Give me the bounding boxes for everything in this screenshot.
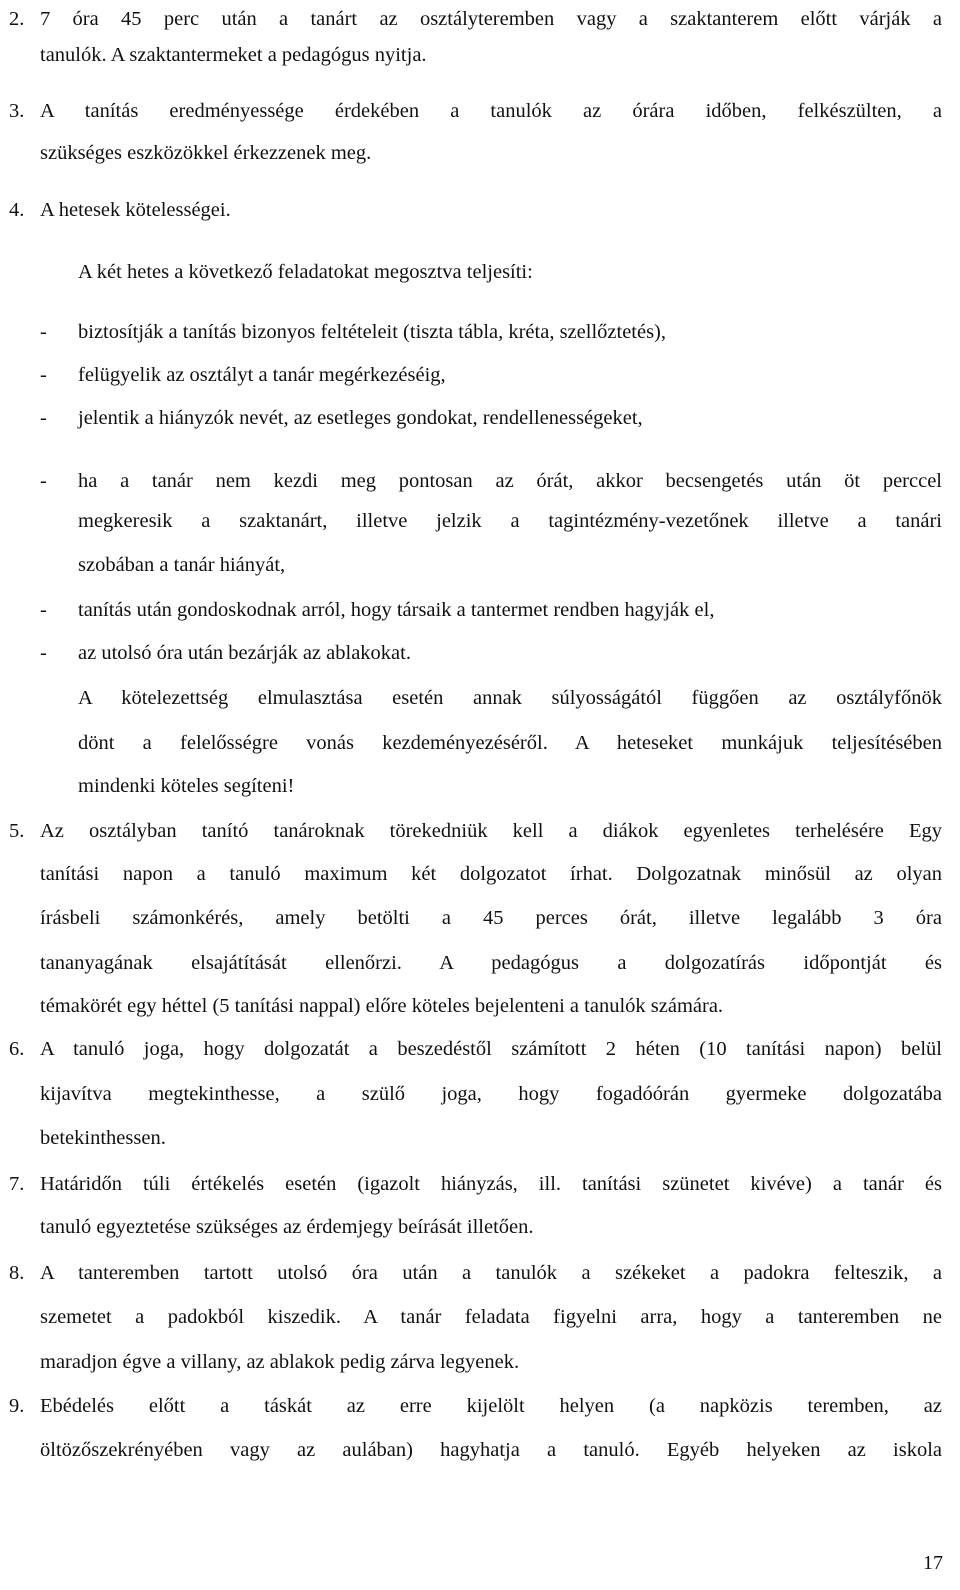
item-text-line: szükséges eszközökkel érkezzenek meg. xyxy=(40,142,372,164)
item-number: 7. xyxy=(9,1173,25,1195)
bullet-text: ha a tanár nem kezdi meg pontosan az órát, akkor becsengetés után öt perccel xyxy=(78,470,942,492)
closing-line: dönt a felelősségre vonás kezdeményezéséről. A heteseket munkájuk teljesítésében xyxy=(78,732,942,754)
page-number: 17 xyxy=(923,1552,943,1574)
item-text-line: témakörét egy héttel (5 tanítási nappal) előre köteles bejelenteni a tanulók számára. xyxy=(40,995,724,1017)
dash-marker: - xyxy=(40,642,47,664)
item-text-line: tananyagának elsajátítását ellenőrzi. A pedagógus a dolgozatírás időpontját és xyxy=(40,952,942,974)
item-text-line: öltözőszekrényében vagy az aulában) hagyhatja a tanuló. Egyéb helyeken az iskola xyxy=(40,1439,942,1461)
bullet-text: jelentik a hiányzók nevét, az esetleges gondokat, rendellenességeket, xyxy=(78,407,643,429)
closing-line: mindenki köteles segíteni! xyxy=(78,775,295,797)
item-number: 3. xyxy=(9,100,25,122)
bullet-text-continuation xyxy=(78,508,942,534)
item-text-line: A tanítás eredményessége érdekében a tanulók az órára időben, felkészülten, a xyxy=(40,100,942,122)
item-text-wrap xyxy=(40,861,942,887)
item-text-line: Az osztályban tanító tanároknak törekedniük kell a diákok egyenletes terhelésére Egy xyxy=(40,820,942,842)
item-text-line: A tanteremben tartott utolsó óra után a tanulók a székeket a padokra felteszik, a xyxy=(40,1262,942,1284)
item-text-wrap xyxy=(40,950,942,976)
bullet-text: megkeresik a szaktanárt, illetve jelzik a tagintézmény-vezetőnek illetve a tanári xyxy=(78,510,942,532)
item-text-line: betekinthessen. xyxy=(40,1127,166,1149)
item-text-line: Határidőn túli értékelés esetén (igazolt hiányzás, ill. tanítási szünetet kivéve) a tanár és xyxy=(40,1173,942,1195)
item-number: 6. xyxy=(9,1038,25,1060)
bullet-text: tanítás után gondoskodnak arról, hogy társaik a tantermet rendben hagyják el, xyxy=(78,599,715,621)
closing-paragraph xyxy=(78,685,942,711)
item-number: 8. xyxy=(9,1262,25,1284)
bullet-text: felügyelik az osztályt a tanár megérkezéséig, xyxy=(78,364,446,386)
item-text-line: kijavítva megtekinthesse, a szülő joga, hogy fogadóórán gyermeke dolgozatába xyxy=(40,1083,942,1105)
item-text-line: maradjon égve a villany, az ablakok pedig zárva legyenek. xyxy=(40,1351,520,1373)
item-text-wrap xyxy=(40,1437,942,1463)
item-text-wrap xyxy=(40,1081,942,1107)
item-text-line: tanulók. A szaktantermeket a pedagógus nyitja. xyxy=(40,44,427,66)
item-text-line: tanuló egyeztetése szükséges az érdemjegy beírását illetően. xyxy=(40,1216,534,1238)
item-number: 2. xyxy=(9,8,25,30)
dash-marker: - xyxy=(40,470,47,492)
hetes-intro: A két hetes a következő feladatokat megosztva teljesíti: xyxy=(78,261,533,283)
item-number: 9. xyxy=(9,1395,25,1417)
item-text-wrap xyxy=(40,1304,942,1330)
bullet-text: szobában a tanár hiányát, xyxy=(78,554,286,576)
bullet-text: biztosítják a tanítás bizonyos feltételeit (tiszta tábla, kréta, szellőztetés), xyxy=(78,321,667,343)
dash-marker: - xyxy=(40,407,47,429)
item-text-line: írásbeli számonkérés, amely betölti a 45 perces órát, illetve legalább 3 óra xyxy=(40,907,942,929)
item-number: 5. xyxy=(9,820,25,842)
closing-paragraph xyxy=(78,730,942,756)
item-text-line: Ebédelés előtt a táskát az erre kijelölt helyen (a napközis teremben, az xyxy=(40,1395,942,1417)
item-number: 4. xyxy=(9,199,25,221)
dash-marker: - xyxy=(40,364,47,386)
dash-marker: - xyxy=(40,599,47,621)
item-text-wrap xyxy=(40,905,942,931)
dash-marker: - xyxy=(40,321,47,343)
bullet-text: az utolsó óra után bezárják az ablakokat. xyxy=(78,642,411,664)
closing-line: A kötelezettség elmulasztása esetén annak súlyosságától függően az osztályfőnök xyxy=(78,687,942,709)
item-text-line: 7 óra 45 perc után a tanárt az osztályteremben vagy a szaktanterem előtt várják a xyxy=(40,8,942,30)
item-text-line: A hetesek kötelességei. xyxy=(40,199,231,221)
item-text-line: szemetet a padokból kiszedik. A tanár feladata figyelni arra, hogy a tanteremben ne xyxy=(40,1306,942,1328)
item-text-line: A tanuló joga, hogy dolgozatát a beszedéstől számított 2 héten (10 tanítási napon) belül xyxy=(40,1038,942,1060)
item-text-line: tanítási napon a tanuló maximum két dolgozatot írhat. Dolgozatnak minősül az olyan xyxy=(40,863,942,885)
